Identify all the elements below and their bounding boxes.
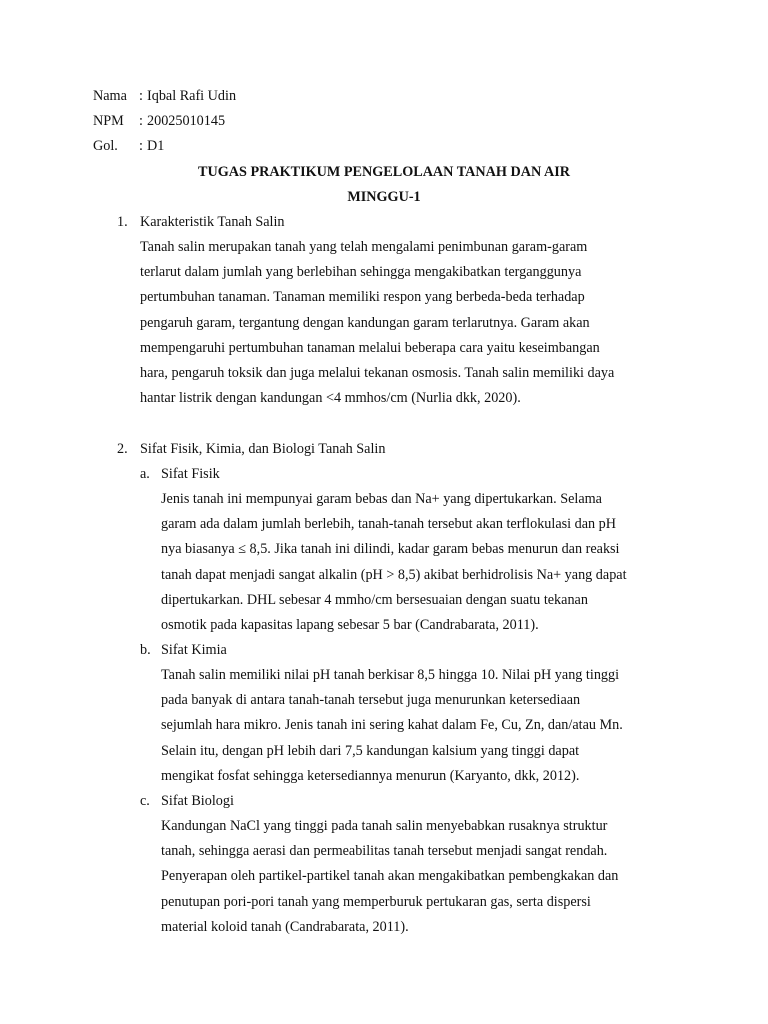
name-value: Iqbal Rafi Udin xyxy=(147,88,237,104)
paragraph-line: Tanah salin memiliki nilai pH tanah berkisar 8,5 hingga 10. Nilai pH yang tinggi xyxy=(161,667,620,683)
paragraph-line: Tanah salin merupakan tanah yang telah mengalami penimbunan garam-garam xyxy=(140,239,588,255)
paragraph-line: hara, pengaruh toksik dan juga melalui tekanan osmosis. Tanah salin memiliki daya xyxy=(140,365,615,382)
paragraph-line: hantar listrik dengan kandungan <4 mmhos/cm (Nurlia dkk, 2020). xyxy=(140,390,521,407)
paragraph-line: pengaruh garam, tergantung dengan kandungan garam terlarutnya. Garam akan xyxy=(140,314,590,331)
name-label: Nama xyxy=(93,88,127,104)
gol-label: Gol. xyxy=(93,138,118,154)
subsection-c-paragraph xyxy=(161,814,675,940)
document-subtitle: MINGGU-1 xyxy=(347,189,421,205)
paragraph-line: garam ada dalam jumlah berlebih, tanah-tanah tersebut akan terflokulasi dan pH xyxy=(161,516,617,533)
name-row xyxy=(93,84,513,109)
subsection-a-heading: Sifat Fisik xyxy=(161,466,220,482)
paragraph-line: dipertukarkan. DHL sebesar 4 mmho/cm bersesuaian dengan suatu tekanan xyxy=(161,591,588,608)
subsection-c-letter: c. xyxy=(140,793,150,809)
paragraph-line: penutupan pori-pori tanah yang memperburuk pertukaran gas, serta dispersi xyxy=(161,893,591,910)
subsection-b-paragraph xyxy=(161,663,675,789)
paragraph-line: terlarut dalam jumlah yang berlebihan sehingga mengakibatkan terganggunya xyxy=(140,264,582,281)
paragraph-line: pertumbuhan tanaman. Tanaman memiliki respon yang berbeda-beda terhadap xyxy=(140,289,585,306)
paragraph-line: Jenis tanah ini mempunyai garam bebas dan Na+ yang dipertukarkan. Selama xyxy=(161,491,602,507)
subsection-b-letter: b. xyxy=(140,642,151,658)
paragraph-line: tanah, sehingga aerasi dan permeabilitas tanah tersebut menjadi sangat rendah. xyxy=(161,843,608,860)
paragraph-line: mempengaruhi pertumbuhan tanaman melalui beberapa cara yaitu keseimbangan xyxy=(140,339,600,356)
gol-colon: : xyxy=(139,138,143,154)
subsection-b-heading: Sifat Kimia xyxy=(161,642,227,658)
name-colon: : xyxy=(139,88,143,104)
section-2-number: 2. xyxy=(117,441,128,457)
student-info xyxy=(93,84,513,159)
paragraph-line: mengikat fosfat sehingga ketersediannya menurun (Karyanto, dkk, 2012). xyxy=(161,767,580,784)
section-2-heading: Sifat Fisik, Kimia, dan Biologi Tanah Salin xyxy=(140,441,386,457)
paragraph-line: nya biasanya ≤ 8,5. Jika tanah ini dilindi, kadar garam bebas menurun dan reaksi xyxy=(161,541,620,558)
npm-row xyxy=(93,109,513,134)
paragraph-line: Penyerapan oleh partikel-partikel tanah akan mengakibatkan pembengkakan dan xyxy=(161,868,619,885)
section-1-heading: Karakteristik Tanah Salin xyxy=(140,214,285,230)
paragraph-line: osmotik pada kapasitas lapang sebesar 5 bar (Candrabarata, 2011). xyxy=(161,617,539,634)
paragraph-line: sejumlah hara mikro. Jenis tanah ini sering kahat dalam Fe, Cu, Zn, dan/atau Mn. xyxy=(161,717,623,734)
subsection-a-letter: a. xyxy=(140,466,150,482)
npm-label: NPM xyxy=(93,113,124,129)
npm-value: 20025010145 xyxy=(147,113,226,129)
section-1-number: 1. xyxy=(117,214,128,230)
subsection-a-paragraph xyxy=(161,487,675,638)
document-title: TUGAS PRAKTIKUM PENGELOLAAN TANAH DAN AIR xyxy=(198,164,570,180)
paragraph-line: material koloid tanah (Candrabarata, 2011). xyxy=(161,918,409,935)
gol-value: D1 xyxy=(147,138,165,154)
paragraph-line: tanah dapat menjadi sangat alkalin (pH > 8,5) akibat berhidrolisis Na+ yang dapat xyxy=(161,566,627,583)
subsection-c-heading: Sifat Biologi xyxy=(161,793,234,809)
paragraph-line: Kandungan NaCl yang tinggi pada tanah salin menyebabkan rusaknya struktur xyxy=(161,818,608,834)
paragraph-line: pada banyak di antara tanah-tanah tersebut juga menurunkan ketersediaan xyxy=(161,692,581,709)
paragraph-line: Selain itu, dengan pH lebih dari 7,5 kandungan kalsium yang tinggi dapat xyxy=(161,742,580,759)
section-1-paragraph xyxy=(140,235,675,411)
gol-row xyxy=(93,134,513,159)
npm-colon: : xyxy=(139,113,143,129)
